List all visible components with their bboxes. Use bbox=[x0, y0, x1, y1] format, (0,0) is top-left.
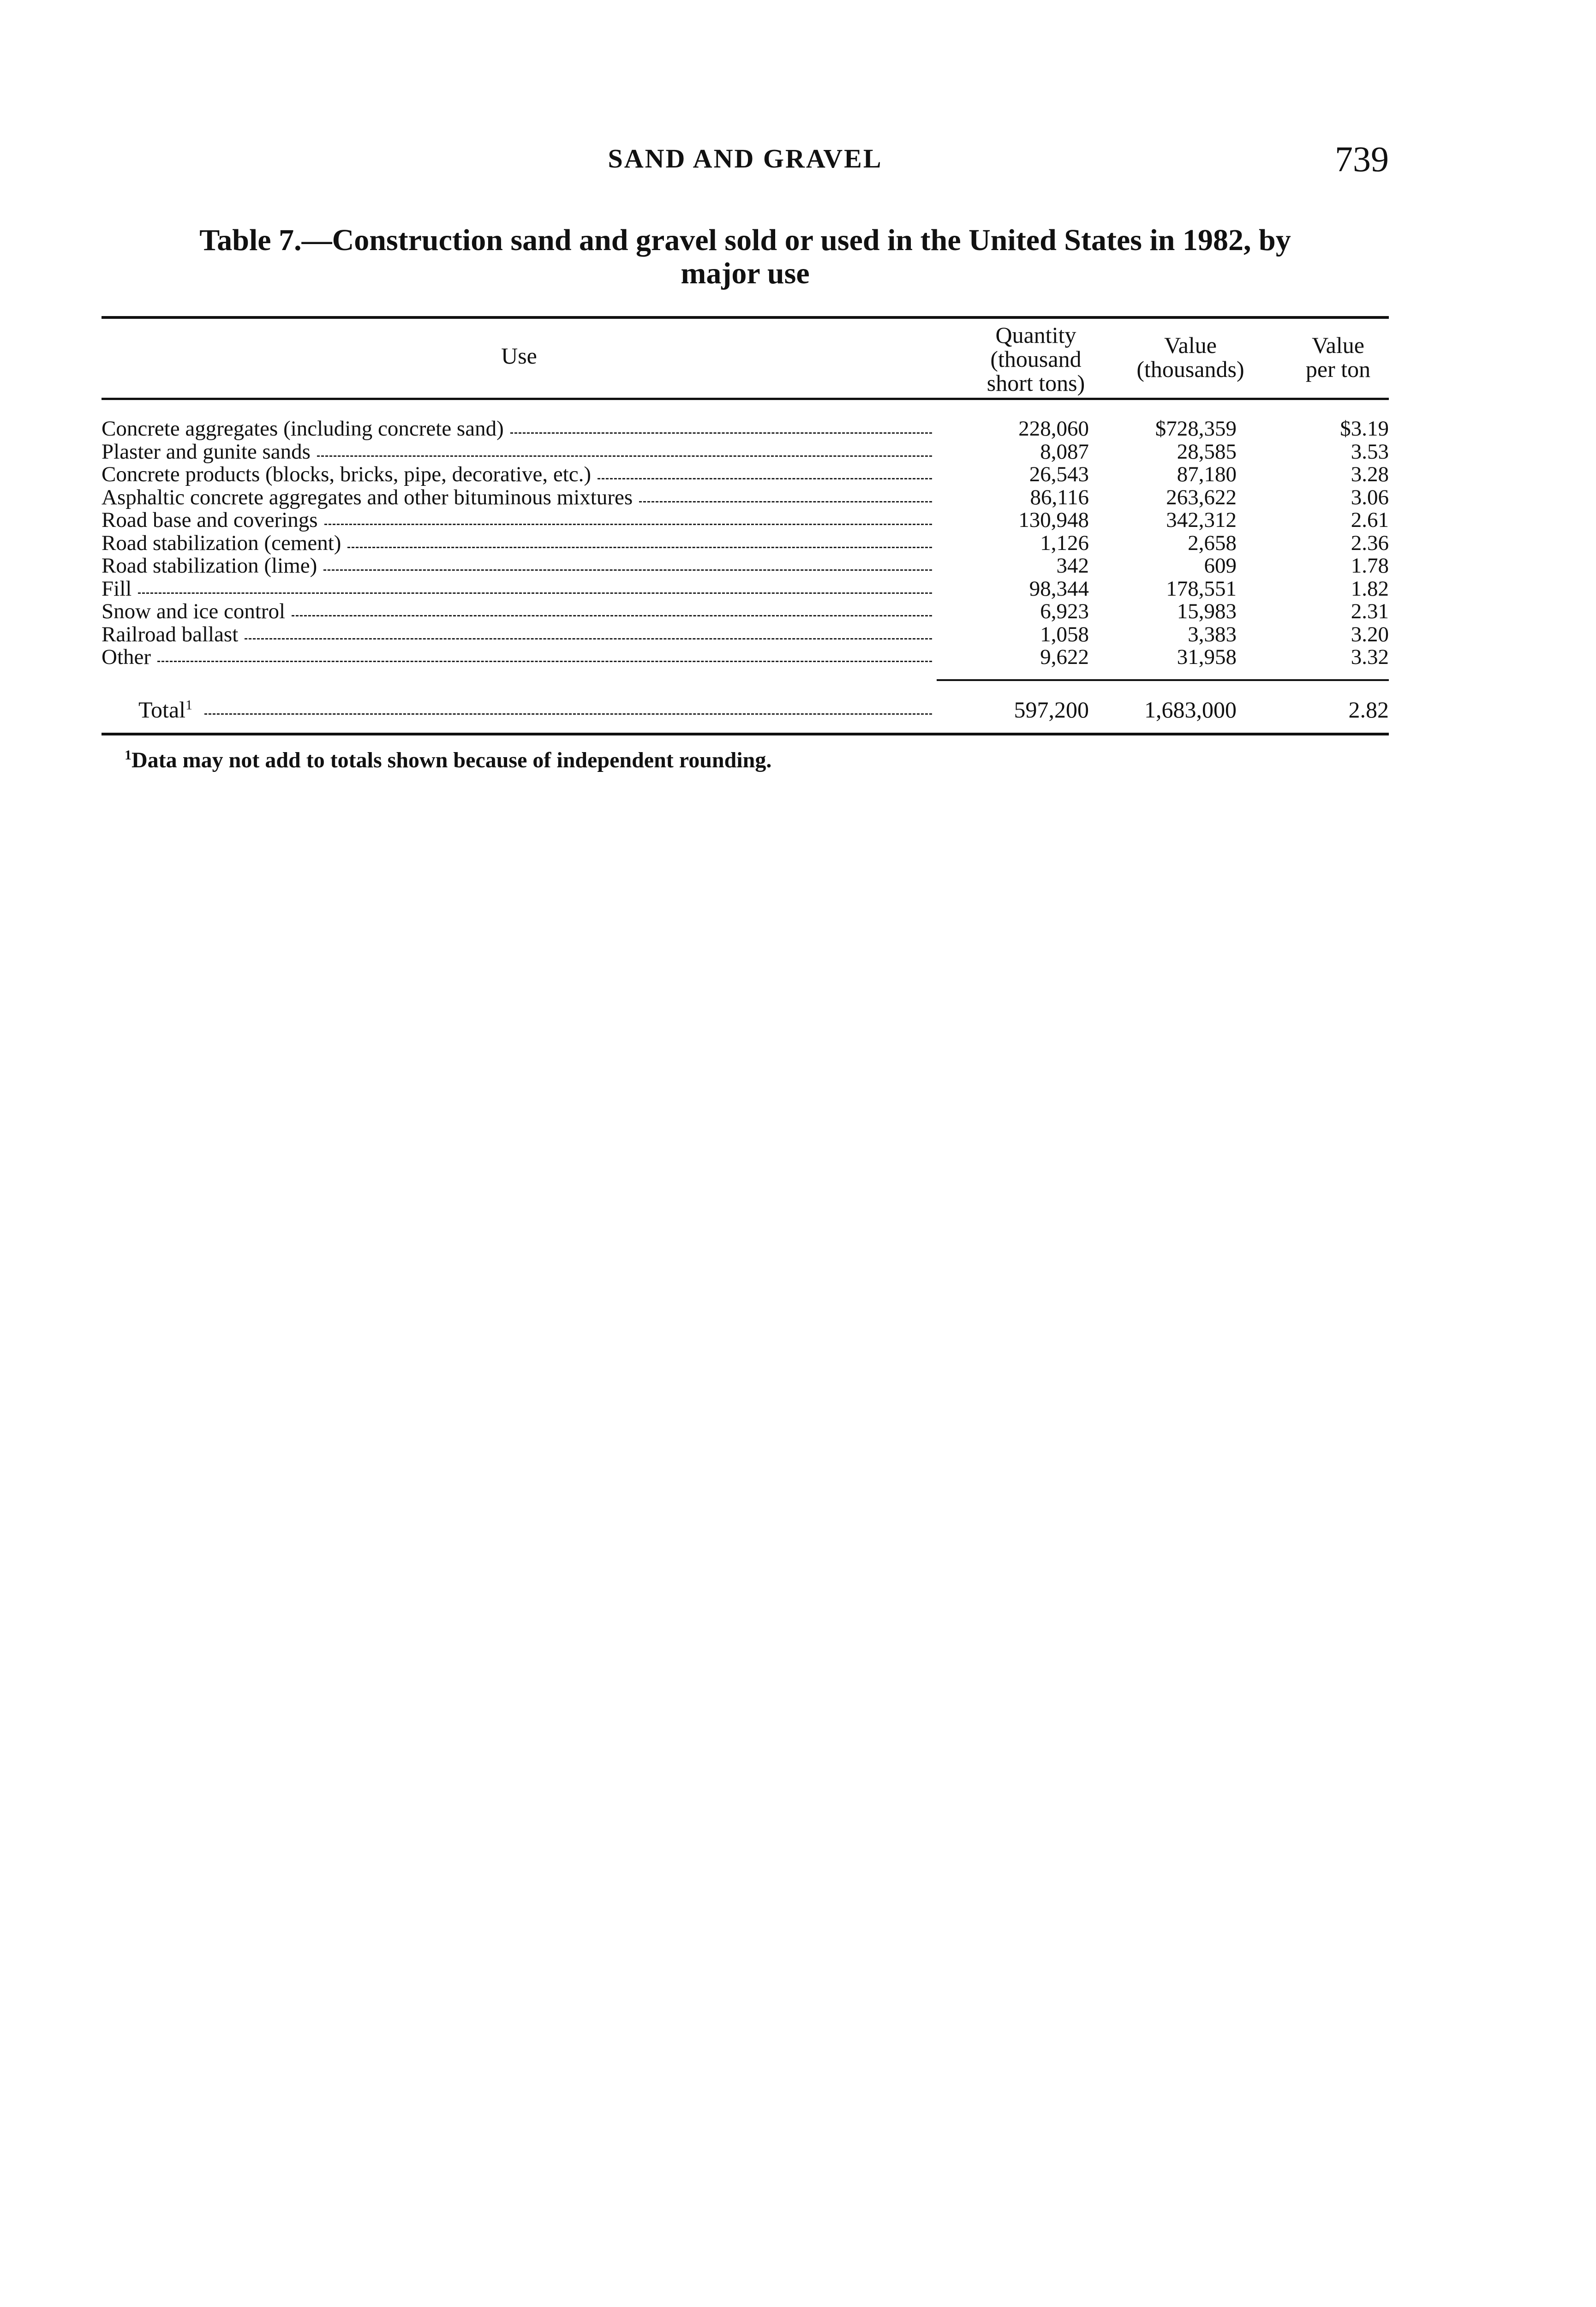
table-title bbox=[102, 224, 1389, 290]
total-label-group bbox=[138, 696, 932, 723]
footnote-marker: 1 bbox=[125, 747, 132, 763]
use-label: Plaster and gunite sands bbox=[102, 440, 311, 463]
quantity-cell: 98,344 bbox=[1029, 576, 1089, 601]
quantity-cell: 228,060 bbox=[1018, 417, 1089, 441]
value-per-ton-cell: 3.32 bbox=[1351, 645, 1389, 669]
column-header-value-per-ton-line: per ton bbox=[1305, 356, 1371, 382]
table-row bbox=[102, 646, 1389, 669]
table-bottom-rule bbox=[102, 733, 1389, 735]
row-label bbox=[102, 555, 932, 578]
value-cell: $728,359 bbox=[1155, 417, 1237, 441]
table-row bbox=[102, 441, 1389, 464]
quantity-cell: 342 bbox=[1056, 554, 1089, 578]
value-cell: 263,622 bbox=[1166, 485, 1237, 509]
value-cell: 2,658 bbox=[1188, 531, 1237, 555]
value-cell: 609 bbox=[1204, 554, 1237, 578]
row-label bbox=[102, 578, 932, 601]
table-row bbox=[102, 463, 1389, 486]
page-number: 739 bbox=[1335, 139, 1389, 179]
dot-leader bbox=[323, 569, 932, 571]
dot-leader bbox=[510, 432, 932, 434]
quantity-cell: 6,923 bbox=[1040, 599, 1089, 623]
dot-leader bbox=[204, 713, 932, 715]
value-cell: 87,180 bbox=[1177, 462, 1237, 486]
value-per-ton-cell: 1.78 bbox=[1351, 554, 1389, 578]
dot-leader bbox=[598, 478, 932, 479]
column-header-value-line: Value bbox=[1164, 332, 1217, 358]
value-cell: 28,585 bbox=[1177, 439, 1237, 464]
quantity-cell: 1,126 bbox=[1040, 531, 1089, 555]
value-cell: 31,958 bbox=[1177, 645, 1237, 669]
use-label: Concrete products (blocks, bricks, pipe, decorative, etc.) bbox=[102, 463, 592, 486]
row-label bbox=[102, 486, 932, 509]
value-per-ton-cell: $3.19 bbox=[1340, 417, 1389, 441]
quantity-cell: 8,087 bbox=[1040, 439, 1089, 464]
running-head: SAND AND GRAVEL bbox=[608, 143, 883, 173]
table-title-line-2: major use bbox=[681, 257, 810, 290]
quantity-cell: 26,543 bbox=[1029, 462, 1089, 486]
dot-leader bbox=[347, 547, 932, 548]
table-title-line-1: Table 7.—Construction sand and gravel sold or used in the United States in 1982, by bbox=[199, 223, 1291, 257]
dot-leader bbox=[324, 524, 932, 525]
header-bottom-rule bbox=[102, 398, 1389, 400]
table-footnote bbox=[125, 747, 1370, 773]
use-label: Snow and ice control bbox=[102, 600, 286, 623]
quantity-cell: 130,948 bbox=[1018, 508, 1089, 532]
row-label bbox=[102, 509, 932, 532]
footnote-text: Data may not add to totals shown because of independent rounding. bbox=[132, 748, 772, 772]
page-header bbox=[102, 138, 1389, 189]
table-row bbox=[102, 623, 1389, 646]
value-cell: 178,551 bbox=[1166, 576, 1237, 601]
use-label: Other bbox=[102, 646, 151, 669]
use-label: Fill bbox=[102, 577, 132, 600]
table-row bbox=[102, 578, 1389, 601]
column-header-quantity-line: (thousand bbox=[990, 346, 1082, 372]
column-header-quantity bbox=[950, 323, 1121, 395]
table-row bbox=[102, 418, 1389, 441]
use-label: Asphaltic concrete aggregates and other bituminous mixtures bbox=[102, 486, 633, 509]
value-per-ton-cell: 1.82 bbox=[1351, 576, 1389, 601]
total-quantity: 597,200 bbox=[1014, 697, 1089, 723]
value-cell: 3,383 bbox=[1188, 622, 1237, 646]
row-label bbox=[102, 532, 932, 555]
total-separator-rule bbox=[937, 679, 1389, 681]
total-value: 1,683,000 bbox=[1144, 697, 1237, 723]
total-label-text: Total bbox=[138, 697, 186, 723]
column-header-value bbox=[1107, 333, 1273, 381]
dot-leader bbox=[317, 455, 932, 457]
table-row bbox=[102, 509, 1389, 532]
value-per-ton-cell: 3.53 bbox=[1351, 439, 1389, 464]
column-header-quantity-line: Quantity bbox=[995, 322, 1076, 348]
value-per-ton-cell: 2.61 bbox=[1351, 508, 1389, 532]
value-per-ton-cell: 2.36 bbox=[1351, 531, 1389, 555]
table-row bbox=[102, 600, 1389, 623]
column-header-use: Use bbox=[501, 343, 537, 369]
row-label bbox=[102, 463, 932, 486]
footnote-marker: 1 bbox=[185, 697, 193, 713]
column-header-value-per-ton bbox=[1273, 333, 1403, 381]
use-label: Concrete aggregates (including concrete sand) bbox=[102, 418, 504, 441]
total-value-per-ton: 2.82 bbox=[1348, 697, 1389, 723]
total-row bbox=[102, 696, 1389, 723]
dot-leader bbox=[639, 501, 932, 502]
use-label: Road stabilization (cement) bbox=[102, 532, 341, 555]
table-row bbox=[102, 532, 1389, 555]
dot-leader bbox=[138, 592, 932, 594]
dot-leader bbox=[292, 615, 932, 616]
row-label bbox=[102, 600, 932, 623]
quantity-cell: 86,116 bbox=[1030, 485, 1089, 509]
use-label: Road stabilization (lime) bbox=[102, 555, 317, 578]
table-top-rule bbox=[102, 316, 1389, 319]
use-label: Road base and coverings bbox=[102, 509, 318, 532]
column-header-value-per-ton-line: Value bbox=[1312, 332, 1364, 358]
value-cell: 342,312 bbox=[1166, 508, 1237, 532]
column-header-value-line: (thousands) bbox=[1136, 356, 1244, 382]
column-header-quantity-line: short tons) bbox=[986, 370, 1085, 396]
row-label bbox=[102, 623, 932, 646]
quantity-cell: 1,058 bbox=[1040, 622, 1089, 646]
row-label bbox=[102, 646, 932, 669]
value-per-ton-cell: 3.06 bbox=[1351, 485, 1389, 509]
row-label bbox=[102, 418, 932, 441]
dot-leader bbox=[157, 661, 932, 662]
value-per-ton-cell: 3.20 bbox=[1351, 622, 1389, 646]
value-per-ton-cell: 2.31 bbox=[1351, 599, 1389, 623]
value-cell: 15,983 bbox=[1177, 599, 1237, 623]
dot-leader bbox=[245, 638, 932, 640]
table-body bbox=[102, 418, 1389, 669]
row-label bbox=[102, 441, 932, 464]
use-label: Railroad ballast bbox=[102, 623, 239, 646]
table-row bbox=[102, 555, 1389, 578]
value-per-ton-cell: 3.28 bbox=[1351, 462, 1389, 486]
quantity-cell: 9,622 bbox=[1040, 645, 1089, 669]
table-row bbox=[102, 486, 1389, 509]
total-label bbox=[138, 696, 192, 723]
